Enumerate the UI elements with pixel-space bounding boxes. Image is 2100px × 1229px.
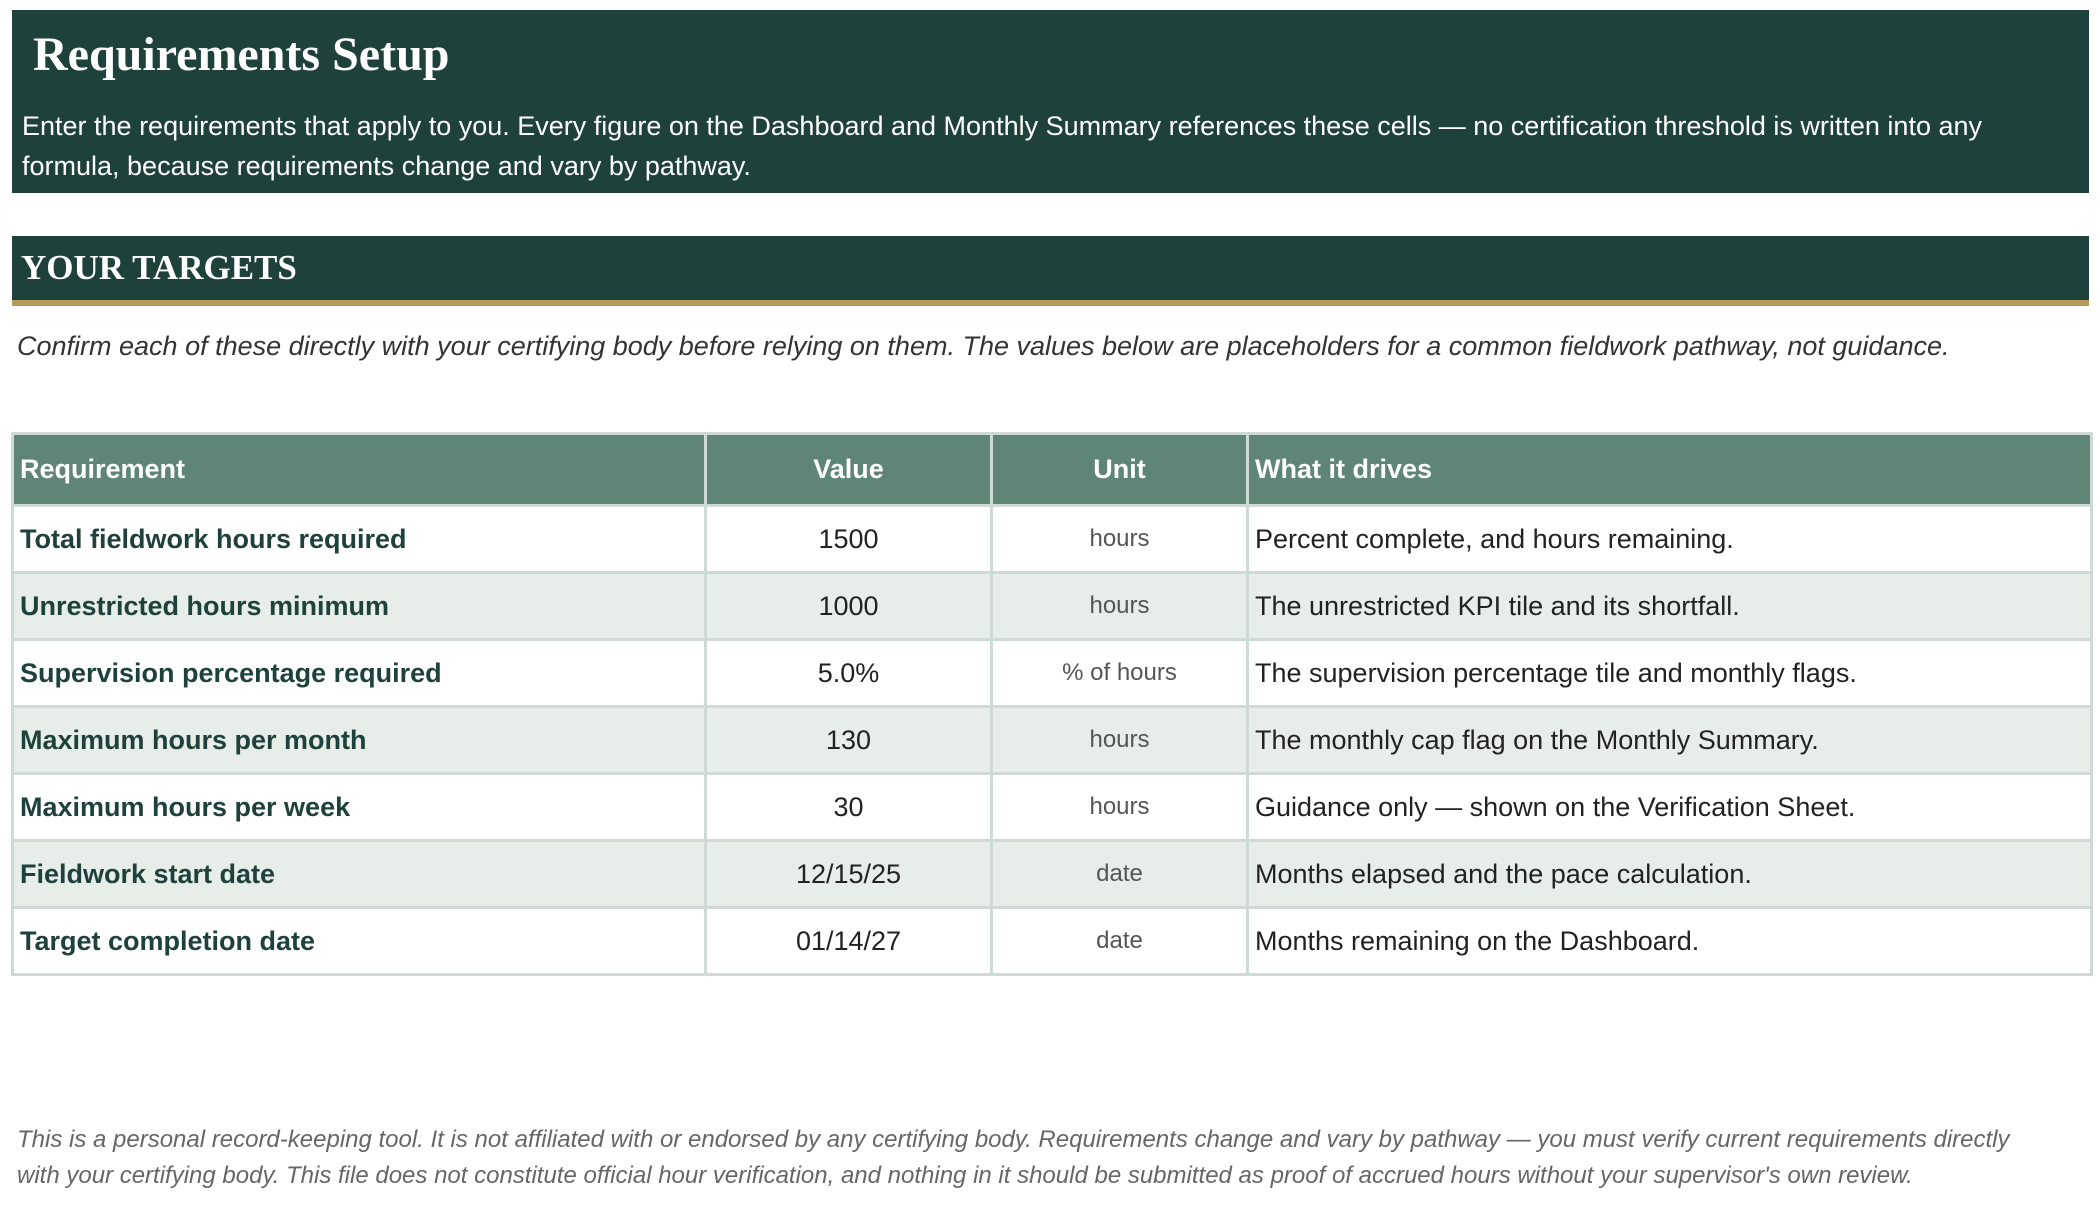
section-header (12, 236, 2089, 306)
requirement-label: Maximum hours per week (13, 774, 706, 841)
requirements-table (11, 432, 2093, 976)
section-note: Confirm each of these directly with your certifying body before relying on them. The values below are placeholders for a common fieldwork pathway, not guidance. (17, 331, 1950, 361)
page-title: Requirements Setup (33, 28, 450, 81)
requirement-value-cell[interactable]: 5.0% (706, 640, 992, 707)
unit-cell: hours (992, 707, 1248, 774)
unit-cell: date (992, 841, 1248, 908)
table-row (13, 841, 2092, 908)
requirement-label: Fieldwork start date (13, 841, 706, 908)
requirement-value-cell[interactable]: 1000 (706, 573, 992, 640)
requirement-value-cell[interactable]: 01/14/27 (706, 908, 992, 975)
table-row (13, 774, 2092, 841)
page-description: Enter the requirements that apply to you. Every figure on the Dashboard and Monthly Summary references these cells — no certification threshold is written into any formula, because requirements change and vary by pathway. (22, 111, 1982, 181)
requirement-value-cell[interactable]: 1500 (706, 506, 992, 573)
table-row (13, 908, 2092, 975)
drives-cell: The monthly cap flag on the Monthly Summary. (1248, 707, 2092, 774)
requirement-value-cell[interactable]: 12/15/25 (706, 841, 992, 908)
unit-cell: hours (992, 573, 1248, 640)
table-row (13, 707, 2092, 774)
drives-cell: The unrestricted KPI tile and its shortfall. (1248, 573, 2092, 640)
drives-cell: Months remaining on the Dashboard. (1248, 908, 2092, 975)
requirement-label: Maximum hours per month (13, 707, 706, 774)
requirement-label: Unrestricted hours minimum (13, 573, 706, 640)
drives-cell: The supervision percentage tile and monthly flags. (1248, 640, 2092, 707)
table-row (13, 640, 2092, 707)
title-banner (12, 10, 2089, 193)
unit-cell: hours (992, 774, 1248, 841)
requirement-label: Total fieldwork hours required (13, 506, 706, 573)
requirement-value-cell[interactable]: 130 (706, 707, 992, 774)
requirement-value-cell[interactable]: 30 (706, 774, 992, 841)
requirement-label: Target completion date (13, 908, 706, 975)
unit-cell: % of hours (992, 640, 1248, 707)
unit-cell: date (992, 908, 1248, 975)
table-row (13, 573, 2092, 640)
drives-cell: Percent complete, and hours remaining. (1248, 506, 2092, 573)
requirement-label: Supervision percentage required (13, 640, 706, 707)
table-row (13, 506, 2092, 573)
drives-cell: Guidance only — shown on the Verification Sheet. (1248, 774, 2092, 841)
table-header-row (13, 434, 2092, 506)
unit-cell: hours (992, 506, 1248, 573)
drives-cell: Months elapsed and the pace calculation. (1248, 841, 2092, 908)
column-header-drives: What it drives (1248, 434, 2092, 506)
column-header-unit: Unit (992, 434, 1248, 506)
column-header-requirement: Requirement (13, 434, 706, 506)
column-header-value: Value (706, 434, 992, 506)
disclaimer-text: This is a personal record-keeping tool. It is not affiliated with or endorsed by any certifying body. Requirements change and vary by pathway — you must verify current requirements directly with your certifying body. This file does not constitute official hour verification, and nothing in it should be submitted as proof of accrued hours without your supervisor's own review. (17, 1126, 2010, 1189)
section-title: YOUR TARGETS (21, 248, 297, 287)
